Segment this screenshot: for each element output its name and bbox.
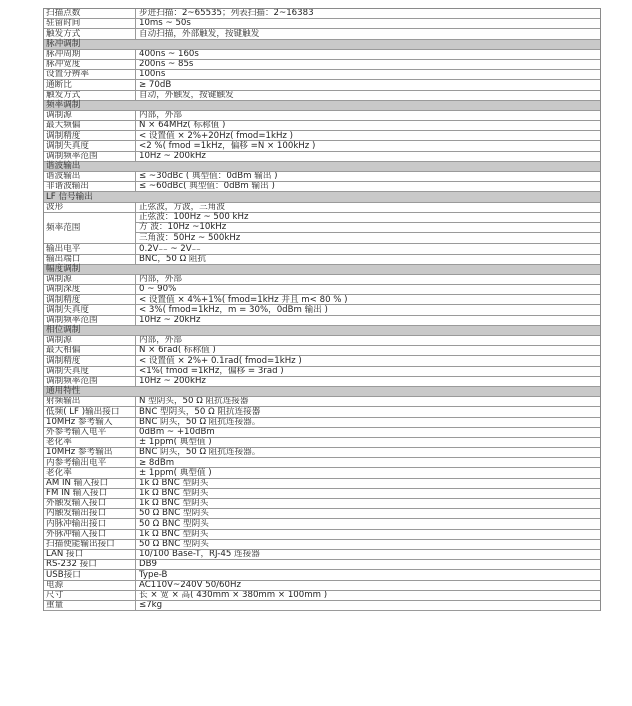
spec-row (44, 91, 600, 101)
spec-value: BNC，50 Ω 阻抗 (139, 254, 207, 264)
spec-value: ≤ ~30dBc ( 典型值：0dBm 输出 ) (139, 172, 278, 182)
spec-key: 非谐波输出 (44, 182, 136, 191)
spec-key: 重量 (44, 601, 136, 610)
spec-row (44, 152, 600, 162)
spec-value: 10Hz ~ 200kHz (139, 151, 206, 161)
section-header: 通用特性 (44, 387, 600, 397)
spec-key: 10MHz 参考输入 (44, 418, 136, 427)
spec-key: 谐波输出 (44, 172, 136, 181)
spec-row (44, 255, 600, 265)
spec-value-line: 正弦波：100Hz ~ 500 kHz (136, 213, 600, 223)
spec-value: N × 6rad( 标称值 ) (139, 346, 216, 356)
spec-key: RS-232 接口 (44, 560, 136, 569)
spec-value-line: 方 波：10Hz ~10kHz (136, 223, 600, 233)
spec-value: < 设置值 × 4%+1%( fmod=1kHz 并且 m< 80 % ) (139, 295, 348, 305)
spec-value: 1k Ω BNC 型阴头 (139, 529, 209, 539)
spec-row (44, 407, 600, 417)
spec-row (44, 285, 600, 295)
spec-row (44, 295, 600, 305)
section-header: 谐波输出 (44, 162, 600, 172)
spec-key: USB接口 (44, 570, 136, 579)
spec-row (44, 428, 600, 438)
spec-key: 内触发输出接口 (44, 509, 136, 518)
spec-row (44, 356, 600, 366)
spec-value-lines (136, 213, 600, 244)
spec-value: < 设置值 × 2%+20Hz( fmod=1kHz ) (139, 131, 294, 141)
spec-key: 调制源 (44, 336, 136, 345)
spec-value: 内部，外部 (139, 110, 182, 121)
spec-value: 50 Ω BNC 型阴头 (139, 519, 209, 529)
spec-value: N × 64MHz( 标称值 ) (139, 121, 226, 131)
spec-row (44, 499, 600, 509)
spec-key: 电源 (44, 581, 136, 590)
spec-value: 50 Ω BNC 型阴头 (139, 539, 209, 549)
spec-key: 调制频率范围 (44, 152, 136, 161)
spec-row (44, 570, 600, 580)
spec-value: 400ns ~ 160s (139, 49, 199, 59)
spec-key: 老化率 (44, 438, 136, 447)
spec-key: 脉冲周期 (44, 50, 136, 59)
spec-value: BNC 型阴头，50 Ω 阻抗连接器 (139, 407, 261, 417)
spec-key: 老化率 (44, 468, 136, 477)
spec-key: 扫描点数 (44, 9, 136, 18)
spec-key: 射频输出 (44, 397, 136, 406)
spec-key: 波形 (44, 203, 136, 212)
spec-row (44, 509, 600, 519)
spec-row (44, 275, 600, 285)
spec-key: 调制精度 (44, 356, 136, 365)
spec-row (44, 438, 600, 448)
spec-value: 0 ~ 90% (139, 285, 177, 295)
spec-value: 步进扫描：2~65535；列表扫描：2~16383 (139, 9, 314, 19)
spec-row (44, 540, 600, 550)
spec-row (44, 418, 600, 428)
spec-key: 触发方式 (44, 91, 136, 100)
spec-row (44, 591, 600, 601)
spec-row-multi (44, 213, 600, 245)
spec-value: 1k Ω BNC 型阴头 (139, 499, 209, 509)
spec-table (43, 8, 601, 611)
spec-row (44, 19, 600, 29)
spec-row (44, 448, 600, 458)
spec-row (44, 367, 600, 377)
spec-value: 自动扫描，外部触发，按键触发 (139, 29, 260, 39)
spec-row (44, 111, 600, 121)
spec-value: 10ms ~ 50s (139, 19, 191, 29)
spec-key: 调制失真度 (44, 367, 136, 376)
section-header: 频率调制 (44, 101, 600, 111)
spec-value: 50 Ω BNC 型阴头 (139, 509, 209, 519)
spec-value: 10Hz ~ 200kHz (139, 376, 206, 386)
spec-row (44, 29, 600, 39)
spec-row (44, 550, 600, 560)
spec-key: 调制频率范围 (44, 377, 136, 386)
spec-value: N 型阴头，50 Ω 阻抗连接器 (139, 397, 249, 407)
spec-value: 200ns ~ 85s (139, 59, 194, 70)
spec-key: 最大相偏 (44, 346, 136, 355)
spec-value: < 设置值 × 2%+ 0.1rad( fmod=1kHz ) (139, 356, 302, 366)
spec-row (44, 305, 600, 315)
spec-key: 内参考输出电平 (44, 458, 136, 467)
spec-key: 外触发输入接口 (44, 499, 136, 508)
spec-row (44, 80, 600, 90)
spec-row (44, 121, 600, 131)
section-header: 相位调制 (44, 326, 600, 336)
spec-key: 内脉冲输出接口 (44, 519, 136, 528)
spec-row (44, 530, 600, 540)
spec-key: AM IN 输入接口 (44, 479, 136, 488)
spec-row (44, 458, 600, 468)
section-header: 幅度调制 (44, 265, 600, 275)
spec-value: < 3%( fmod=1kHz，m = 30%，0dBm 输出 ) (139, 305, 328, 315)
spec-row (44, 377, 600, 387)
spec-value: 10Hz ~ 20kHz (139, 315, 201, 325)
spec-row (44, 397, 600, 407)
spec-value: BNC 阴头，50 Ω 阻抗连接器。 (139, 417, 261, 427)
spec-key: 调制失真度 (44, 305, 136, 314)
spec-row (44, 141, 600, 151)
section-header: LF 信号输出 (44, 192, 600, 202)
spec-value: 正弦波，方波，三角波 (139, 202, 225, 212)
spec-key: 调制深度 (44, 285, 136, 294)
spec-row (44, 346, 600, 356)
spec-row (44, 172, 600, 182)
spec-key: 频率范围 (44, 213, 136, 244)
spec-value: 0dBm ~ +10dBm (139, 427, 215, 437)
spec-value: AC110V~240V 50/60Hz (139, 580, 241, 590)
spec-key: FM IN 输入接口 (44, 489, 136, 498)
spec-row (44, 316, 600, 326)
spec-row (44, 336, 600, 346)
spec-value: ≥ 70dB (139, 80, 172, 90)
spec-key: 最大频偏 (44, 121, 136, 130)
spec-row (44, 131, 600, 141)
spec-value: 自动，外触发，按键触发 (139, 90, 234, 100)
spec-value: <2 %( fmod =1kHz，偏移 =N × 100kHz ) (139, 141, 316, 151)
spec-value: ± 1ppm( 典型值 ) (139, 437, 212, 448)
spec-key: 调制频率范围 (44, 316, 136, 325)
spec-key: 输出电平 (44, 244, 136, 253)
spec-value: 内部，外部 (139, 336, 182, 346)
spec-key: 触发方式 (44, 29, 136, 38)
spec-key: 低频( LF )输出接口 (44, 407, 136, 416)
spec-row (44, 479, 600, 489)
spec-value: ≤7kg (139, 600, 163, 611)
spec-value: 0.2V₋₋ ~ 2V₋₋ (139, 244, 201, 254)
spec-row (44, 601, 600, 611)
spec-key: LAN 接口 (44, 550, 136, 559)
spec-value: 1k Ω BNC 型阴头 (139, 478, 209, 488)
spec-key: 调制源 (44, 111, 136, 120)
spec-row (44, 182, 600, 192)
spec-key: 外参考输入电平 (44, 428, 136, 437)
spec-row (44, 519, 600, 529)
spec-value: ≤ ~60dBc( 典型值：0dBm 输出 ) (139, 182, 275, 192)
spec-row (44, 560, 600, 570)
spec-value: BNC 阴头，50 Ω 阻抗连接器。 (139, 448, 261, 458)
spec-value: ≥ 8dBm (139, 458, 175, 468)
spec-row (44, 60, 600, 70)
spec-row (44, 50, 600, 60)
spec-value: DB9 (139, 560, 157, 570)
spec-key: 调制精度 (44, 295, 136, 304)
spec-key: 尺寸 (44, 591, 136, 600)
spec-value: ± 1ppm( 典型值 ) (139, 468, 212, 478)
spec-key: 调制精度 (44, 131, 136, 140)
spec-key: 输出端口 (44, 255, 136, 264)
spec-value: Type-B (139, 570, 168, 580)
spec-row (44, 581, 600, 591)
spec-value-line: 三角波：50Hz ~ 500kHz (139, 232, 241, 243)
spec-row (44, 70, 600, 80)
spec-value: 长 × 宽 × 高( 430mm × 380mm × 100mm ) (139, 590, 328, 600)
spec-key: 调制源 (44, 275, 136, 284)
spec-key: 通断比 (44, 80, 136, 89)
spec-value: 内部，外部 (139, 274, 182, 285)
spec-value: 100ns (139, 70, 166, 80)
spec-row (44, 203, 600, 213)
spec-value: 1k Ω BNC 型阴头 (139, 488, 209, 498)
spec-key: 扫描使能输出接口 (44, 540, 136, 549)
spec-key: 外脉冲输入接口 (44, 530, 136, 539)
spec-key: 调制失真度 (44, 141, 136, 150)
spec-row (44, 489, 600, 499)
spec-row (44, 9, 600, 19)
spec-value: 10/100 Base-T，RJ-45 连接器 (139, 549, 260, 560)
spec-value: <1%( fmod =1kHz，偏移 = 3rad ) (139, 366, 284, 376)
spec-key: 驻留时间 (44, 19, 136, 28)
spec-row (44, 244, 600, 254)
spec-row (44, 468, 600, 478)
section-header: 脉冲调制 (44, 40, 600, 50)
spec-key: 设置分辨率 (44, 70, 136, 79)
spec-key: 脉冲宽度 (44, 60, 136, 69)
spec-key: 10MHz 参考输出 (44, 448, 136, 457)
